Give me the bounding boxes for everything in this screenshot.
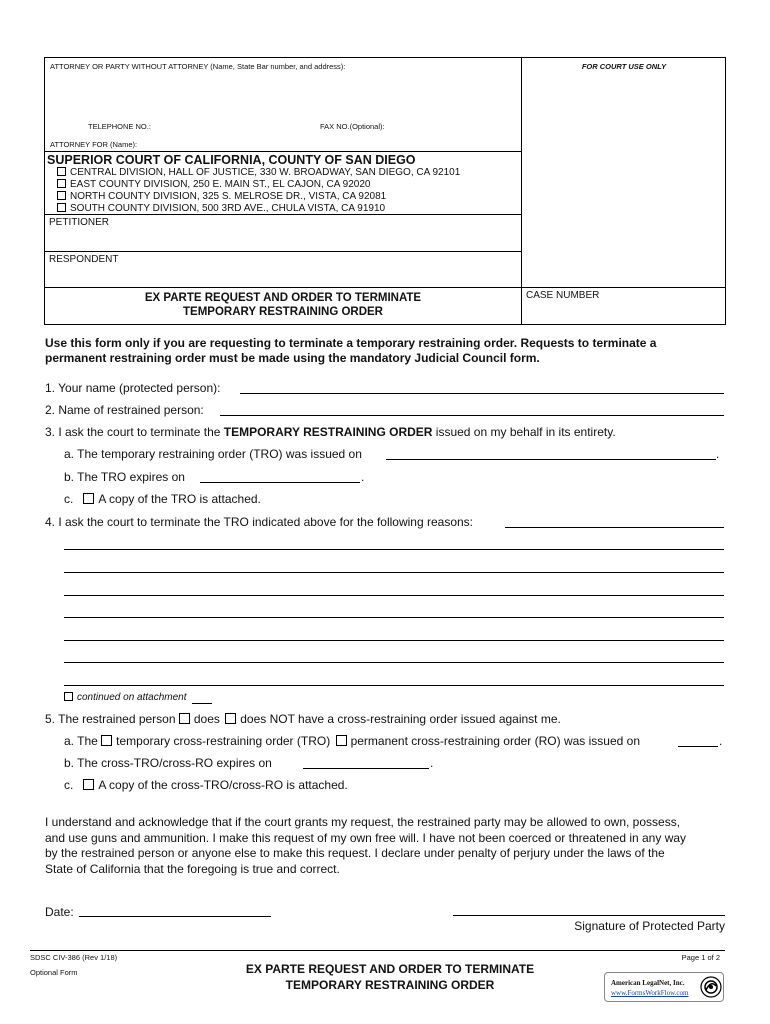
signature-label: Signature of Protected Party <box>574 919 725 933</box>
signature-field[interactable] <box>453 915 725 916</box>
item3c: c. A copy of the TRO is attached. <box>64 492 261 506</box>
item3b-period: . <box>361 470 365 484</box>
item5c: c. A copy of the cross-TRO/cross-RO is attached. <box>64 778 348 792</box>
item3b-label: b. The TRO expires on <box>64 470 185 484</box>
telephone-label: TELEPHONE NO.: <box>88 122 151 131</box>
division-north-checkbox[interactable] <box>57 191 66 200</box>
petitioner-label: PETITIONER <box>49 217 110 228</box>
reasons-field-1[interactable] <box>505 527 724 528</box>
optional-form: Optional Form <box>30 968 78 977</box>
tro-expires-date-field[interactable] <box>200 482 360 483</box>
protected-name-field[interactable] <box>240 393 724 394</box>
attorney-for-label: ATTORNEY FOR (Name): <box>50 140 138 149</box>
footer-divider <box>30 950 725 951</box>
declaration: I understand and acknowledge that if the court grants my request, the restrained party may be allowed to own, possess, and use guns and ammunition. I make this request of my own free will. I have not been coerced or threatened in any way by the restrained person or anyone else to make this request. I declare under penalty of perjury under the laws of the State of California that the foregoing is true and correct. <box>45 815 687 876</box>
court-use-label: FOR COURT USE ONLY <box>581 62 667 71</box>
attorney-label: ATTORNEY OR PARTY WITHOUT ATTORNEY (Name, State Bar number, and address): <box>50 62 346 71</box>
item4-label: 4. I ask the court to terminate the TRO indicated above for the following reasons: <box>45 515 474 529</box>
court-name: SUPERIOR COURT OF CALIFORNIA, COUNTY OF SAN DIEGO <box>47 153 416 167</box>
item2-label: 2. Name of restrained person: <box>45 403 204 417</box>
division-east[interactable]: EAST COUNTY DIVISION, 250 E. MAIN ST., EL CAJON, CA 92020 <box>57 179 460 191</box>
header-vertical-divider <box>521 57 522 325</box>
cross-order-attached-checkbox[interactable] <box>83 779 94 790</box>
continued-checkbox[interactable] <box>64 692 73 701</box>
respondent-label: RESPONDENT <box>49 254 119 265</box>
item5b-period: . <box>430 756 434 770</box>
item5: 5. The restrained person does does NOT have a cross-restraining order issued against me. <box>45 712 561 726</box>
intro-line2: permanent restraining order must be made using the mandatory Judicial Council form. <box>45 351 540 365</box>
form-number: SDSC CIV-386 (Rev 1/18) <box>30 953 118 962</box>
brand-url[interactable]: www.FormsWorkFlow.com <box>611 989 689 997</box>
division-central[interactable]: CENTRAL DIVISION, HALL OF JUSTICE, 330 W. BROADWAY, SAN DIEGO, CA 92101 <box>57 167 460 179</box>
intro-line1: Use this form only if you are requesting to terminate a temporary restraining order. Requests to terminate a <box>45 336 657 350</box>
case-number-label: CASE NUMBER <box>526 290 600 301</box>
cross-order-issued-date-field[interactable] <box>678 746 718 747</box>
reasons-field-5[interactable] <box>64 617 724 618</box>
brand-logo-icon <box>700 976 722 998</box>
does-checkbox[interactable] <box>179 713 190 724</box>
item5b-label: b. The cross-TRO/cross-RO expires on <box>64 756 272 770</box>
form-title-line1: EX PARTE REQUEST AND ORDER TO TERMINATE <box>144 292 422 304</box>
court-divider <box>44 151 522 152</box>
american-legalnet-box <box>604 972 724 1002</box>
restrained-name-field[interactable] <box>220 415 724 416</box>
item5a: a. The temporary cross-restraining order (TRO) permanent cross-restraining order (RO) was issued on <box>64 734 641 748</box>
tro-attached-checkbox[interactable] <box>83 493 94 504</box>
item5a-period: . <box>719 734 723 748</box>
fax-label: FAX NO.(Optional): <box>320 122 385 131</box>
form-title-line2: TEMPORARY RESTRAINING ORDER <box>183 306 383 318</box>
footer-title-line2: TEMPORARY RESTRAINING ORDER <box>285 978 495 992</box>
does-not-checkbox[interactable] <box>225 713 236 724</box>
division-south[interactable]: SOUTH COUNTY DIVISION, 500 3RD AVE., CHULA VISTA, CA 91910 <box>57 203 460 215</box>
cross-ro-checkbox[interactable] <box>336 735 347 746</box>
item3a-period: . <box>716 447 720 461</box>
reasons-field-7[interactable] <box>64 662 724 663</box>
reasons-field-4[interactable] <box>64 595 724 596</box>
reasons-field-8[interactable] <box>64 685 724 686</box>
division-north[interactable]: NORTH COUNTY DIVISION, 325 S. MELROSE DR., VISTA, CA 92081 <box>57 191 460 203</box>
date-field[interactable] <box>79 916 271 917</box>
brand-name: American LegalNet, Inc. <box>611 979 685 987</box>
cross-order-expires-field[interactable] <box>303 768 429 769</box>
reasons-field-3[interactable] <box>64 572 724 573</box>
item3a-label: a. The temporary restraining order (TRO) was issued on <box>64 447 362 461</box>
reasons-field-2[interactable] <box>64 549 724 550</box>
division-list <box>57 167 460 215</box>
title-divider <box>44 287 726 288</box>
page-number: Page 1 of 2 <box>681 953 720 962</box>
continued-on-attachment: continued on attachment <box>64 692 187 703</box>
division-central-checkbox[interactable] <box>57 167 66 176</box>
footer-title-line1: EX PARTE REQUEST AND ORDER TO TERMINATE <box>245 962 535 976</box>
cross-tro-checkbox[interactable] <box>101 735 112 746</box>
continued-attachment-field[interactable] <box>192 703 212 704</box>
item1-label: 1. Your name (protected person): <box>45 381 221 395</box>
respondent-divider <box>44 251 522 252</box>
item3-label: 3. I ask the court to terminate the TEMPORARY RESTRAINING ORDER issued on my behalf in its entirety. <box>45 425 616 439</box>
tro-issued-date-field[interactable] <box>386 459 716 460</box>
division-east-checkbox[interactable] <box>57 179 66 188</box>
division-south-checkbox[interactable] <box>57 203 66 212</box>
date-label: Date: <box>45 905 74 919</box>
reasons-field-6[interactable] <box>64 640 724 641</box>
